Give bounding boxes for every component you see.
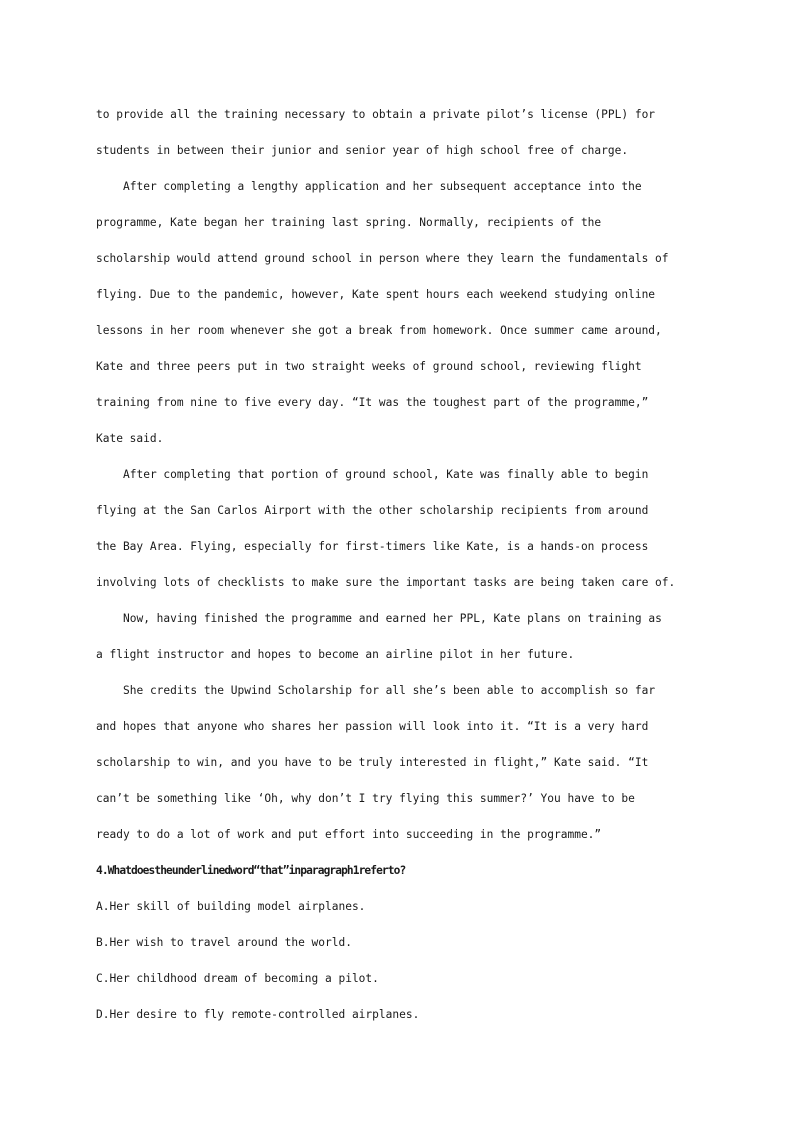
answer-option-b: B.Her wish to travel around the world.	[96, 936, 352, 949]
passage-line: scholarship to win, and you have to be truly interested in flight,” Kate said. “It	[96, 756, 649, 769]
passage-line: can’t be something like ‘Oh, why don’t I try flying this summer?’ You have to be	[96, 792, 635, 805]
passage-line: training from nine to five every day. “It was the toughest part of the programme,”	[96, 396, 649, 409]
question-4	[96, 858, 712, 1038]
passage-line: and hopes that anyone who shares her passion will look into it. “It is a very hard	[96, 720, 649, 733]
passage-line: Now, having finished the programme and earned her PPL, Kate plans on training as	[123, 612, 662, 625]
answer-option-a: A.Her skill of building model airplanes.	[96, 900, 366, 913]
passage-line: After completing a lengthy application and her subsequent acceptance into the	[123, 180, 642, 193]
passage-line: She credits the Upwind Scholarship for all she’s been able to accomplish so far	[123, 684, 656, 697]
passage-line: programme, Kate began her training last spring. Normally, recipients of the	[96, 216, 602, 229]
passage-line: students in between their junior and senior year of high school free of charge.	[96, 144, 629, 157]
passage-line: the Bay Area. Flying, especially for first-timers like Kate, is a hands-on process	[96, 540, 649, 553]
passage-line: a flight instructor and hopes to become an airline pilot in her future.	[96, 648, 575, 661]
answer-option-c: C.Her childhood dream of becoming a pilot.	[96, 972, 379, 985]
passage-line: flying at the San Carlos Airport with the other scholarship recipients from around	[96, 504, 649, 517]
passage-line: scholarship would attend ground school in person where they learn the fundamentals of	[96, 252, 669, 265]
question-title: 4.Whatdoestheunderlinedword“that”inparagraph1referto?	[96, 864, 406, 877]
reading-passage	[96, 102, 712, 858]
passage-line: Kate said.	[96, 432, 164, 445]
passage-line: to provide all the training necessary to obtain a private pilot’s license (PPL) for	[96, 108, 656, 121]
answer-options	[96, 894, 712, 1038]
answer-option-d: D.Her desire to fly remote-controlled airplanes.	[96, 1008, 420, 1021]
passage-line: involving lots of checklists to make sure the important tasks are being taken care of.	[96, 576, 676, 589]
passage-line: After completing that portion of ground school, Kate was finally able to begin	[123, 468, 649, 481]
page-content	[96, 102, 712, 1038]
passage-line: Kate and three peers put in two straight weeks of ground school, reviewing flight	[96, 360, 642, 373]
passage-line: lessons in her room whenever she got a break from homework. Once summer came around,	[96, 324, 662, 337]
passage-line: flying. Due to the pandemic, however, Kate spent hours each weekend studying online	[96, 288, 656, 301]
passage-line: ready to do a lot of work and put effort into succeeding in the programme.”	[96, 828, 602, 841]
